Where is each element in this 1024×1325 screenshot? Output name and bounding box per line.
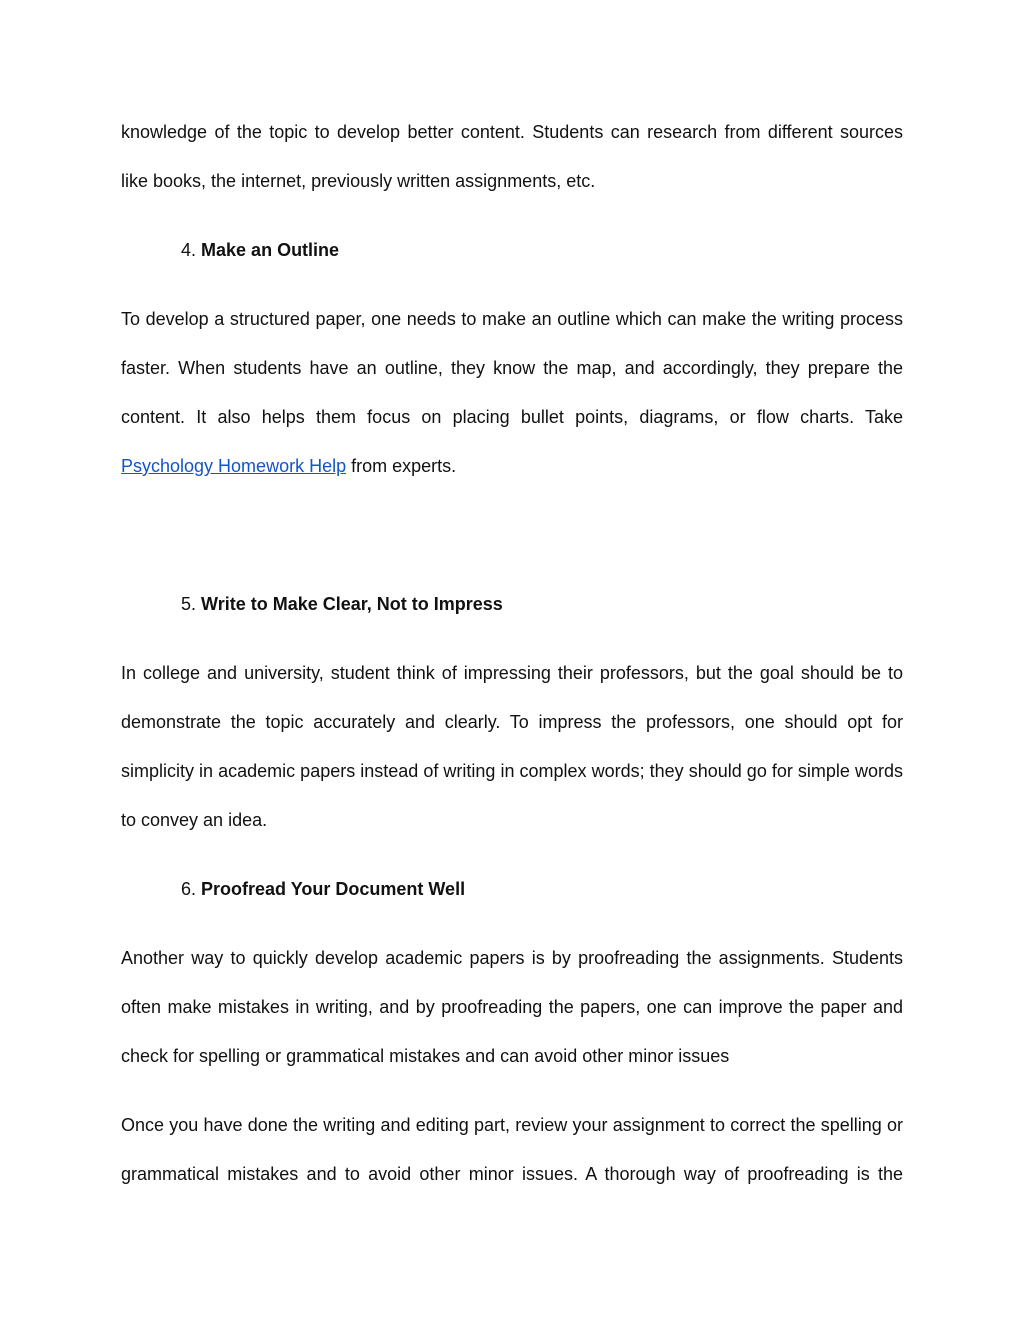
section-4-number: 4.	[181, 240, 197, 260]
section-5-title: Write to Make Clear, Not to Impress	[201, 594, 503, 614]
section-4-text-after-link: from experts.	[346, 456, 457, 476]
section-6-number: 6.	[181, 879, 197, 899]
section-5-heading	[121, 580, 903, 629]
section-4-paragraph	[121, 295, 903, 491]
section-4-text: To develop a structured paper, one needs to make an outline which can make the writing process faster. When students have an outline, they know the map, and accordingly, they prepare the content. It also helps them focus on placing bullet points, diagrams, or flow charts. Take	[121, 309, 903, 427]
psychology-homework-help-link[interactable]: Psychology Homework Help	[121, 456, 347, 476]
document-page	[121, 108, 903, 1199]
section-6-paragraph-2: Once you have done the writing and editing part, review your assignment to correct the spelling or grammatical mistakes and to avoid other minor issues. A thorough way of proofreading is the	[121, 1115, 903, 1184]
section-6-title: Proofread Your Document Well	[201, 879, 466, 899]
section-4-title: Make an Outline	[201, 240, 340, 260]
section-4-heading	[121, 226, 903, 275]
section-5-number: 5.	[181, 594, 197, 614]
intro-paragraph: knowledge of the topic to develop better content. Students can research from different sources like books, the internet, previously written assignments, etc.	[121, 122, 903, 191]
section-6-heading	[121, 865, 903, 914]
section-5-paragraph: In college and university, student think of impressing their professors, but the goal should be to demonstrate the topic accurately and clearly. To impress the professors, one should opt for simplicity in academic papers instead of writing in complex words; they should go for simple words to convey an idea.	[121, 663, 903, 830]
section-6-paragraph-1: Another way to quickly develop academic papers is by proofreading the assignments. Students often make mistakes in writing, and by proofreading the papers, one can improve the paper and check for spelling or grammatical mistakes and can avoid other minor issues	[121, 948, 903, 1066]
